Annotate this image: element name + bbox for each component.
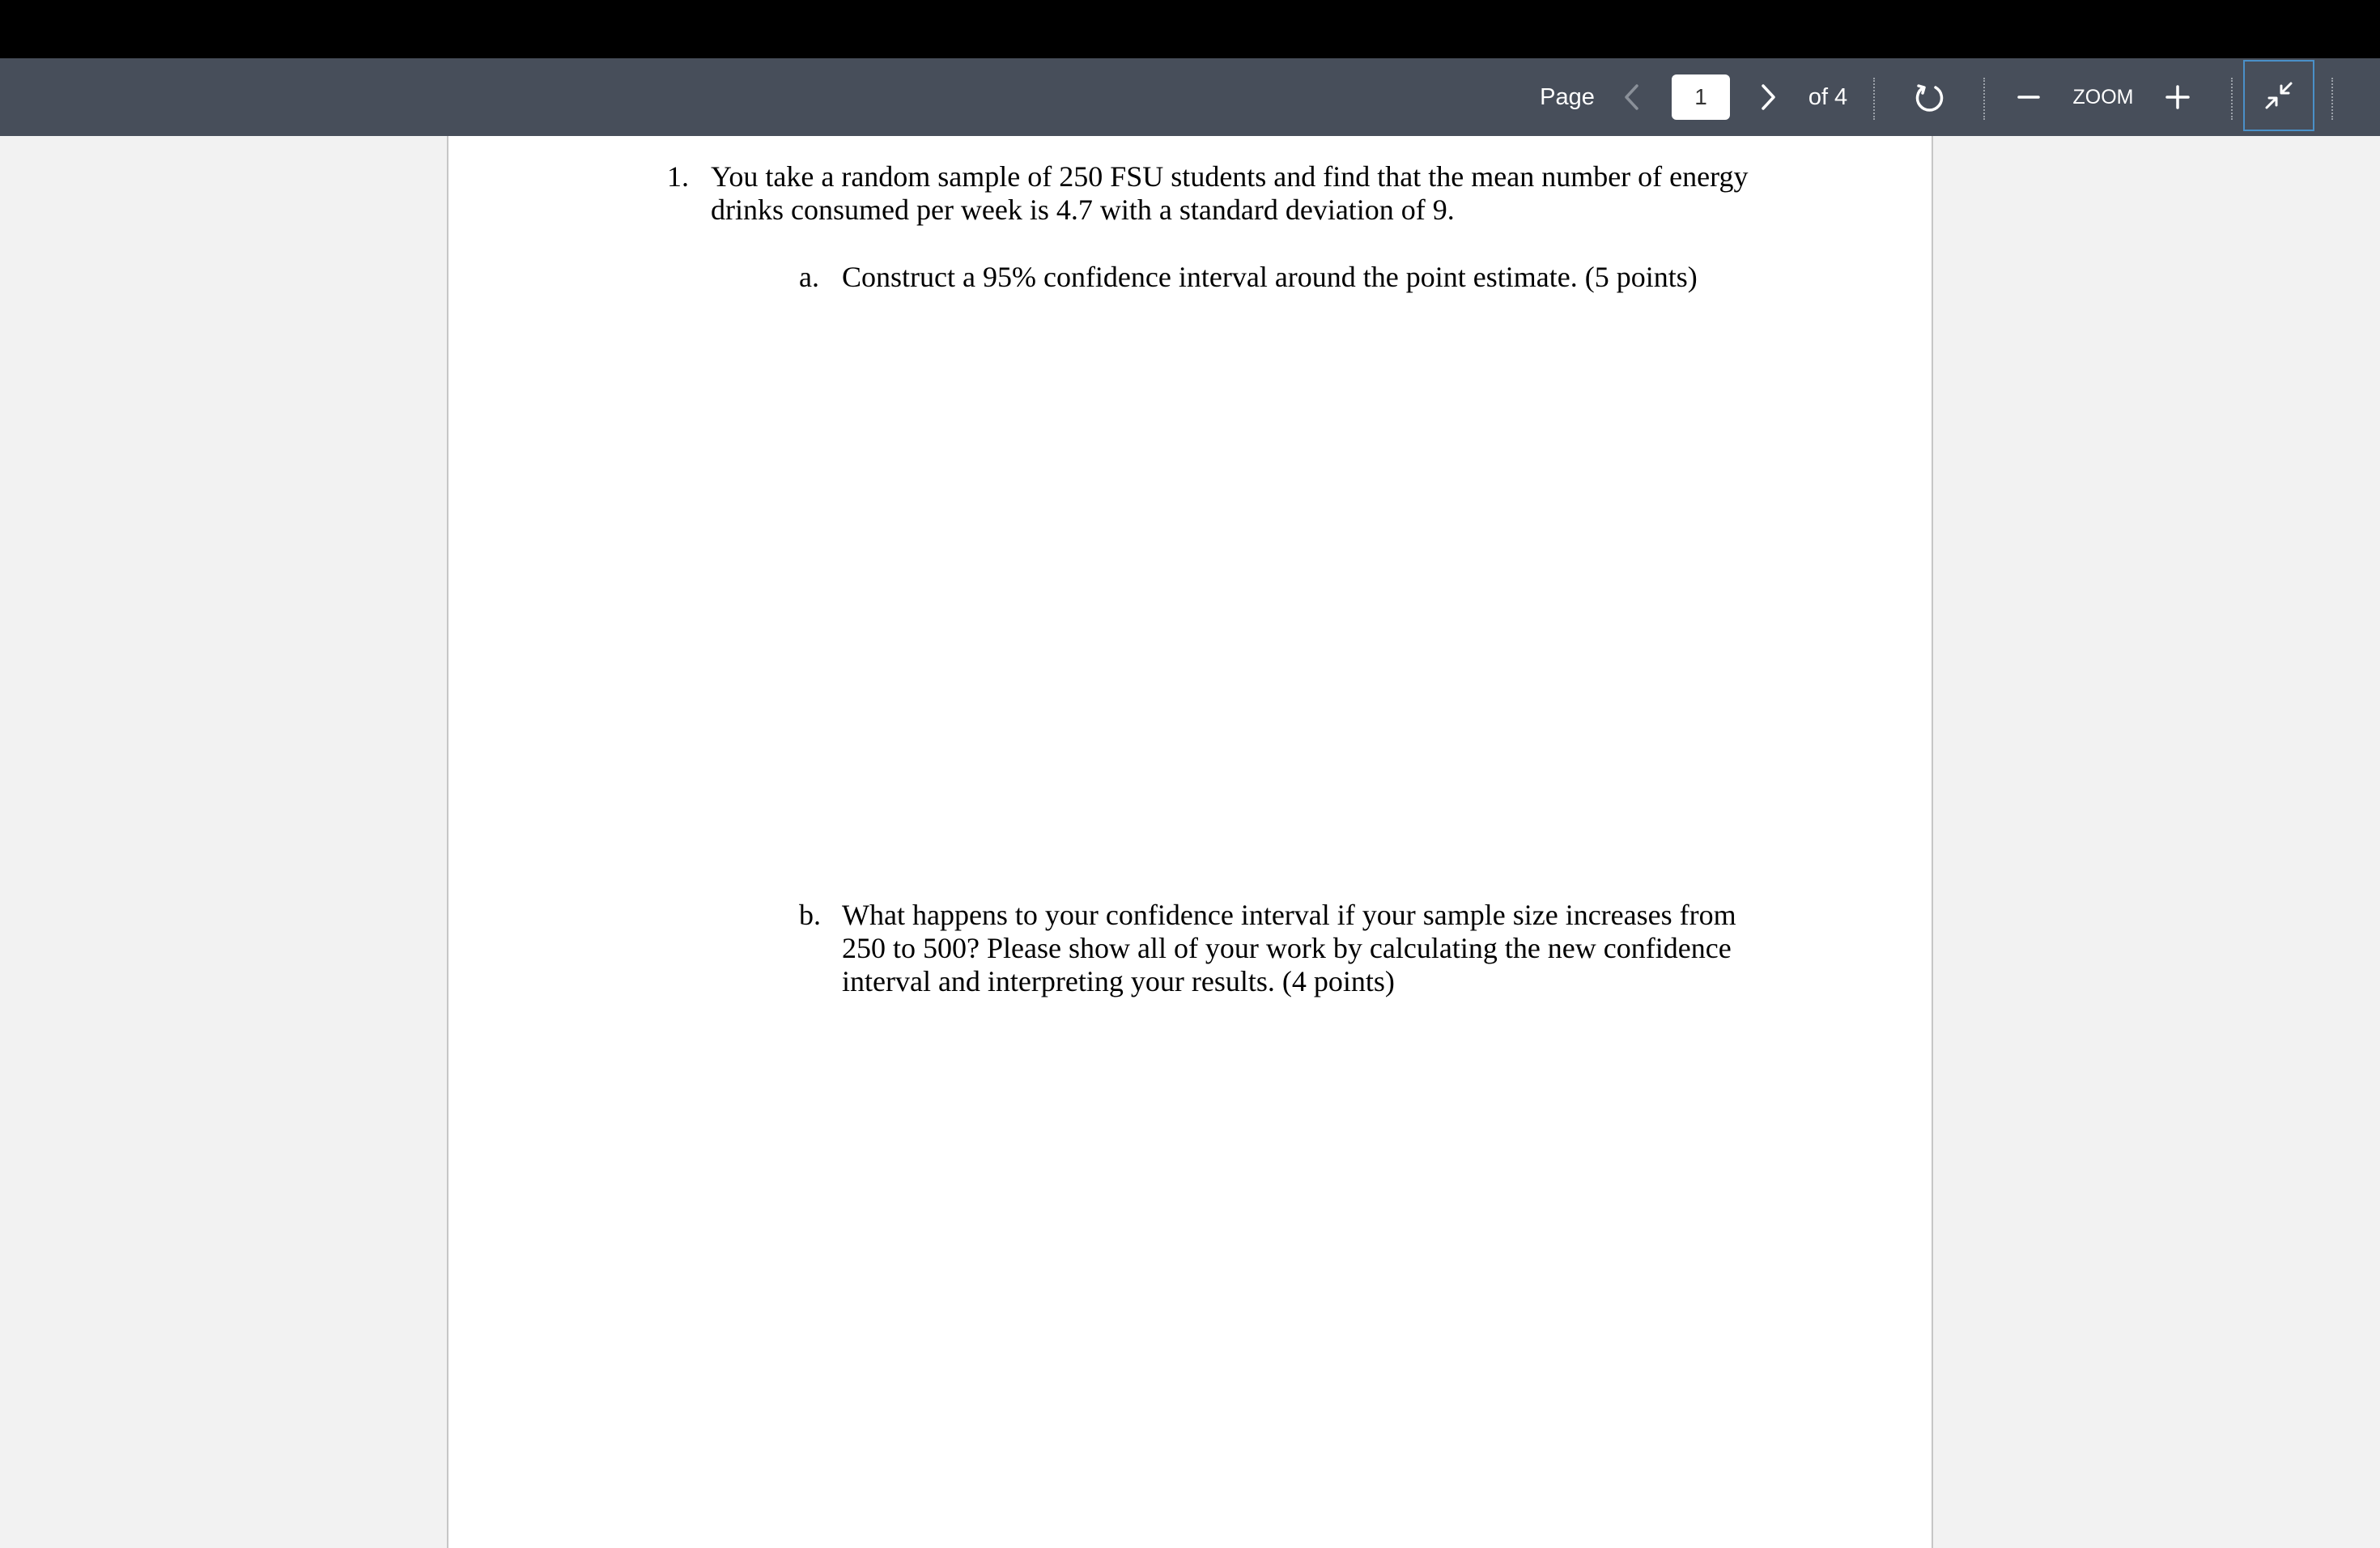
- zoom-in-button[interactable]: [2155, 58, 2200, 136]
- part-b-label: b.: [799, 899, 821, 931]
- rotate-button[interactable]: [1904, 58, 1956, 136]
- toolbar-divider: [2331, 78, 2333, 120]
- page-label: Page: [1540, 83, 1595, 110]
- part-a-text: Construct a 95% confidence interval around the point estimate. (5 points): [842, 261, 1698, 293]
- zoom-out-button[interactable]: [2006, 58, 2051, 136]
- chevron-right-icon: [1758, 83, 1778, 112]
- page-count-label: of 4: [1808, 83, 1848, 110]
- toolbar-divider: [1983, 78, 1985, 120]
- zoom-label: ZOOM: [2072, 85, 2134, 108]
- exit-fullscreen-button[interactable]: [2243, 60, 2314, 131]
- window-top-bar: [0, 0, 2380, 58]
- next-page-button[interactable]: [1747, 58, 1789, 136]
- chevron-left-icon: [1622, 83, 1642, 112]
- pdf-toolbar: [0, 58, 2380, 136]
- minus-icon: [2017, 85, 2041, 109]
- previous-page-button[interactable]: [1611, 58, 1653, 136]
- question-number: 1.: [667, 160, 689, 193]
- part-a-label: a.: [799, 261, 819, 293]
- part-b-text: What happens to your confidence interval if your sample size increases from 250 to 500? Please show all of your work by calculating the new confidence interval and interpreting your results. (4 points): [842, 899, 1736, 997]
- collapse-icon: [2263, 79, 2295, 112]
- toolbar-divider: [1873, 78, 1875, 120]
- document-viewer[interactable]: [0, 136, 2380, 1548]
- rotate-icon: [1914, 81, 1946, 113]
- toolbar-divider: [2231, 78, 2233, 120]
- question-text: You take a random sample of 250 FSU students and find that the mean number of energy drinks consumed per week is 4.7 with a standard deviation of 9.: [711, 160, 1749, 226]
- page-number-input[interactable]: [1672, 74, 1730, 120]
- plus-icon: [2165, 84, 2191, 110]
- document-page: [447, 136, 1933, 1548]
